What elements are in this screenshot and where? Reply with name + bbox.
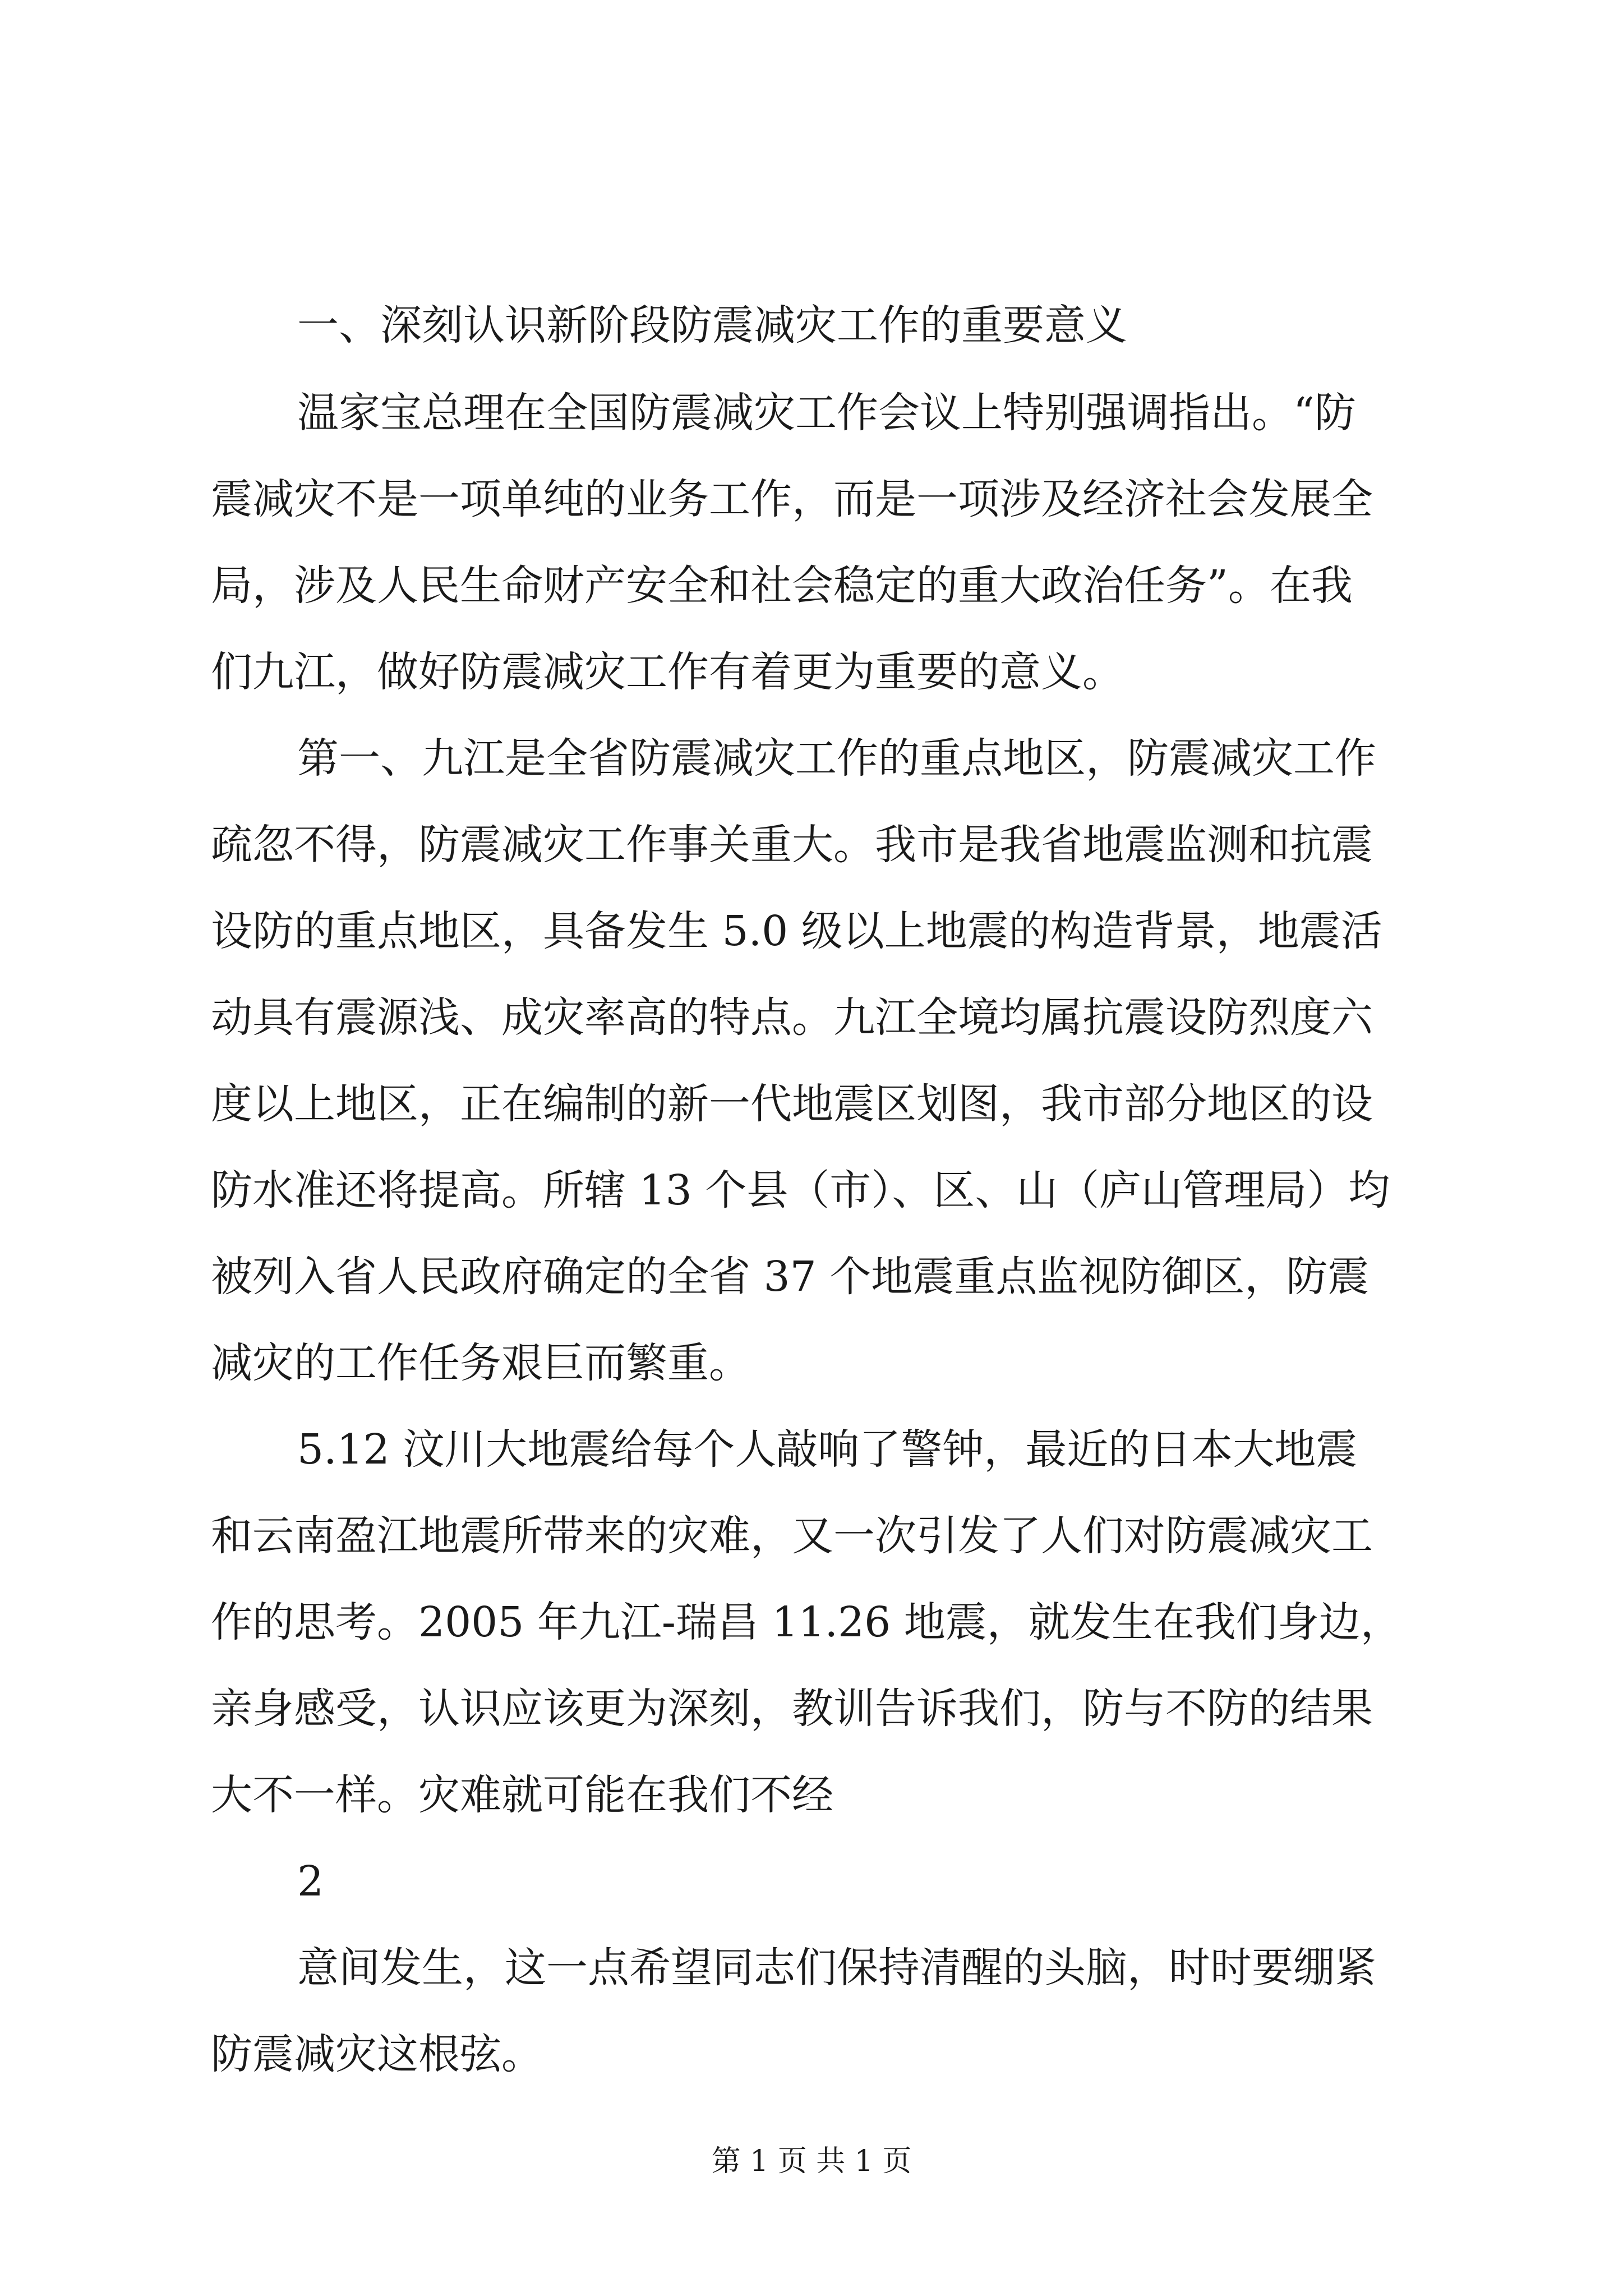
paragraph-line: 局，涉及人民生命财产安全和社会稳定的重大政治任务”。在我 [211,562,1353,610]
paragraph-line: 温家宝总理在全国防震减灾工作会议上特别强调指出。“防 [297,389,1356,437]
paragraph-line: 5.12 汶川大地震给每个人敲响了警钟，最近的日本大地震 [297,1425,1358,1474]
paragraph-line: 作的思考。2005 年九江-瑞昌 11.26 地震，就发生在我们身边， [211,1598,1402,1646]
paragraph-line: 疏忽不得，防震减灾工作事关重大。我市是我省地震监测和抗震 [211,821,1373,869]
paragraph-line: 震减灾不是一项单纯的业务工作，而是一项涉及经济社会发展全 [211,475,1373,523]
paragraph-line: 度以上地区，正在编制的新一代地震区划图，我市部分地区的设 [211,1080,1373,1128]
paragraph-line: 第一、九江是全省防震减灾工作的重点地区，防震减灾工作 [297,734,1376,783]
paragraph-line: 防水准还将提高。所辖 13 个县（市）、区、山（庐山管理局）均 [211,1166,1390,1214]
paragraph-line: 防震减灾这根弦。 [211,2030,543,2078]
paragraph-line: 意间发生，这一点希望同志们保持清醒的头脑，时时要绷紧 [297,1944,1376,1992]
section-heading: 一、深刻认识新阶段防震减灾工作的重要意义 [297,301,1127,349]
paragraph-line: 减灾的工作任务艰巨而繁重。 [211,1339,750,1387]
paragraph-line: 和云南盈江地震所带来的灾难，又一次引发了人们对防震减灾工 [211,1512,1373,1560]
paragraph-line: 被列入省人民政府确定的全省 37 个地震重点监视防御区，防震 [211,1253,1370,1301]
paragraph-line: 大不一样。灾难就可能在我们不经 [211,1771,833,1819]
paragraph-line: 亲身感受，认识应该更为深刻，教训告诉我们，防与不防的结果 [211,1685,1373,1733]
paragraph-line: 设防的重点地区，具备发生 5.0 级以上地震的构造背景，地震活 [211,907,1382,955]
paragraph-line: 动具有震源浅、成灾率高的特点。九江全境均属抗震设防烈度六 [211,993,1373,1042]
inline-page-number: 2 [297,1857,324,1906]
paragraph-line: 们九江，做好防震减灾工作有着更为重要的意义。 [211,648,1124,696]
page-footer: 第 1 页 共 1 页 [711,2145,912,2178]
